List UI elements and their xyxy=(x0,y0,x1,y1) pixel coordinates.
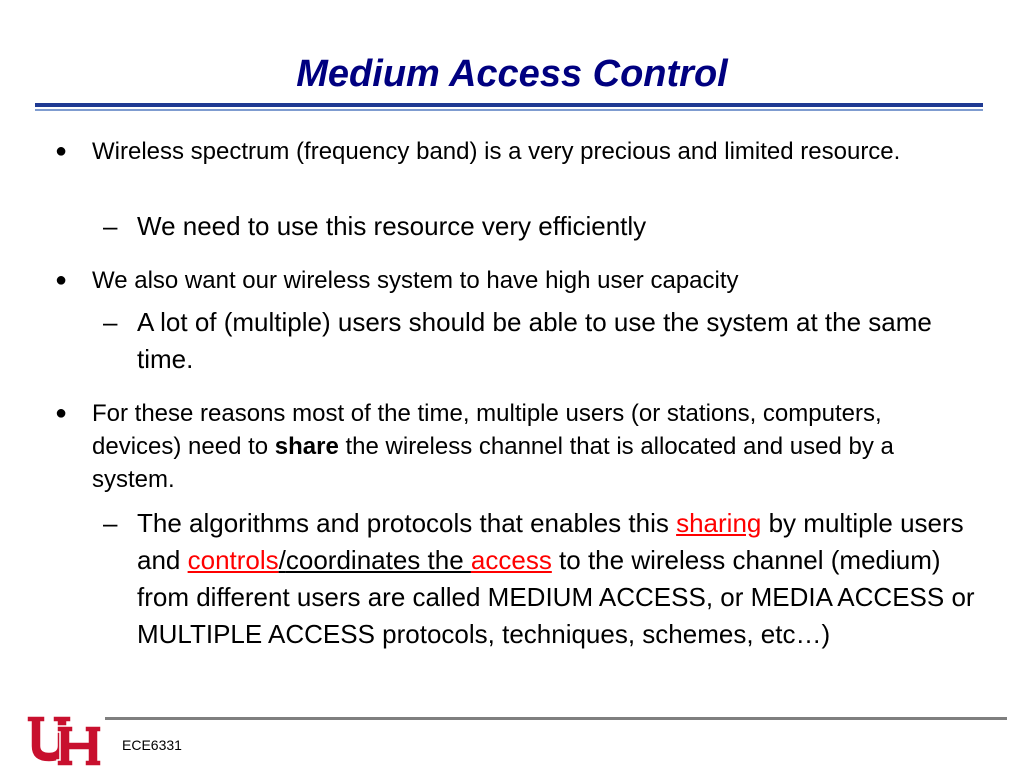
sub-bullet-3-part-3: to the wireless channel (medium) from different users are called MEDIUM ACCESS, or MEDIA ACCESS or MULTIPLE ACCESS protocols, techniques, schemes, etc…) xyxy=(137,545,975,649)
sub-bullet-1-text: We need to use this resource very efficiently xyxy=(137,211,647,241)
bullet-2-text: We also want our wireless system to have high user capacity xyxy=(92,267,739,294)
bullet-3-bold-share: share xyxy=(274,433,339,460)
bullet-dot: ● xyxy=(55,269,68,291)
footer-divider xyxy=(105,717,1007,720)
sub-bullet-2-text: A lot of (multiple) users should be able to use the system at the same time. xyxy=(137,307,932,374)
bullet-1 xyxy=(55,135,972,168)
bullet-3 xyxy=(55,397,972,496)
sub-bullet-2 xyxy=(103,304,977,378)
sub-dash: – xyxy=(103,508,118,538)
keyword-sharing: sharing xyxy=(676,508,762,538)
bullet-dot: ● xyxy=(55,402,68,424)
sub-bullet-3-part-1: The algorithms and protocols that enables this xyxy=(137,508,677,538)
bullet-1-text: Wireless spectrum (frequency band) is a very precious and limited resource. xyxy=(92,138,901,165)
sub-bullet-3-part-2: by multiple users and xyxy=(137,508,964,575)
sub-bullet-1 xyxy=(103,208,977,245)
footer-course-code: ECE6331 xyxy=(122,737,182,753)
sub-dash: – xyxy=(103,211,118,241)
uh-logo-icon xyxy=(25,712,103,768)
keyword-controls: controls xyxy=(187,545,279,575)
bullet-dot: ● xyxy=(55,140,68,162)
sub-bullet-3 xyxy=(103,505,977,653)
bullet-2 xyxy=(55,264,972,297)
slash: / xyxy=(278,545,286,575)
keyword-access: access xyxy=(470,545,552,575)
slide-title: Medium Access Control xyxy=(296,53,728,95)
sub-dash: – xyxy=(103,307,118,337)
keyword-coordinates: coordinates the xyxy=(285,545,471,575)
bullet-3-text-after: the wireless channel that is allocated and used by a system. xyxy=(92,433,894,493)
bullet-3-text-before: For these reasons most of the time, multiple users (or stations, computers, devices) need to xyxy=(92,400,882,460)
